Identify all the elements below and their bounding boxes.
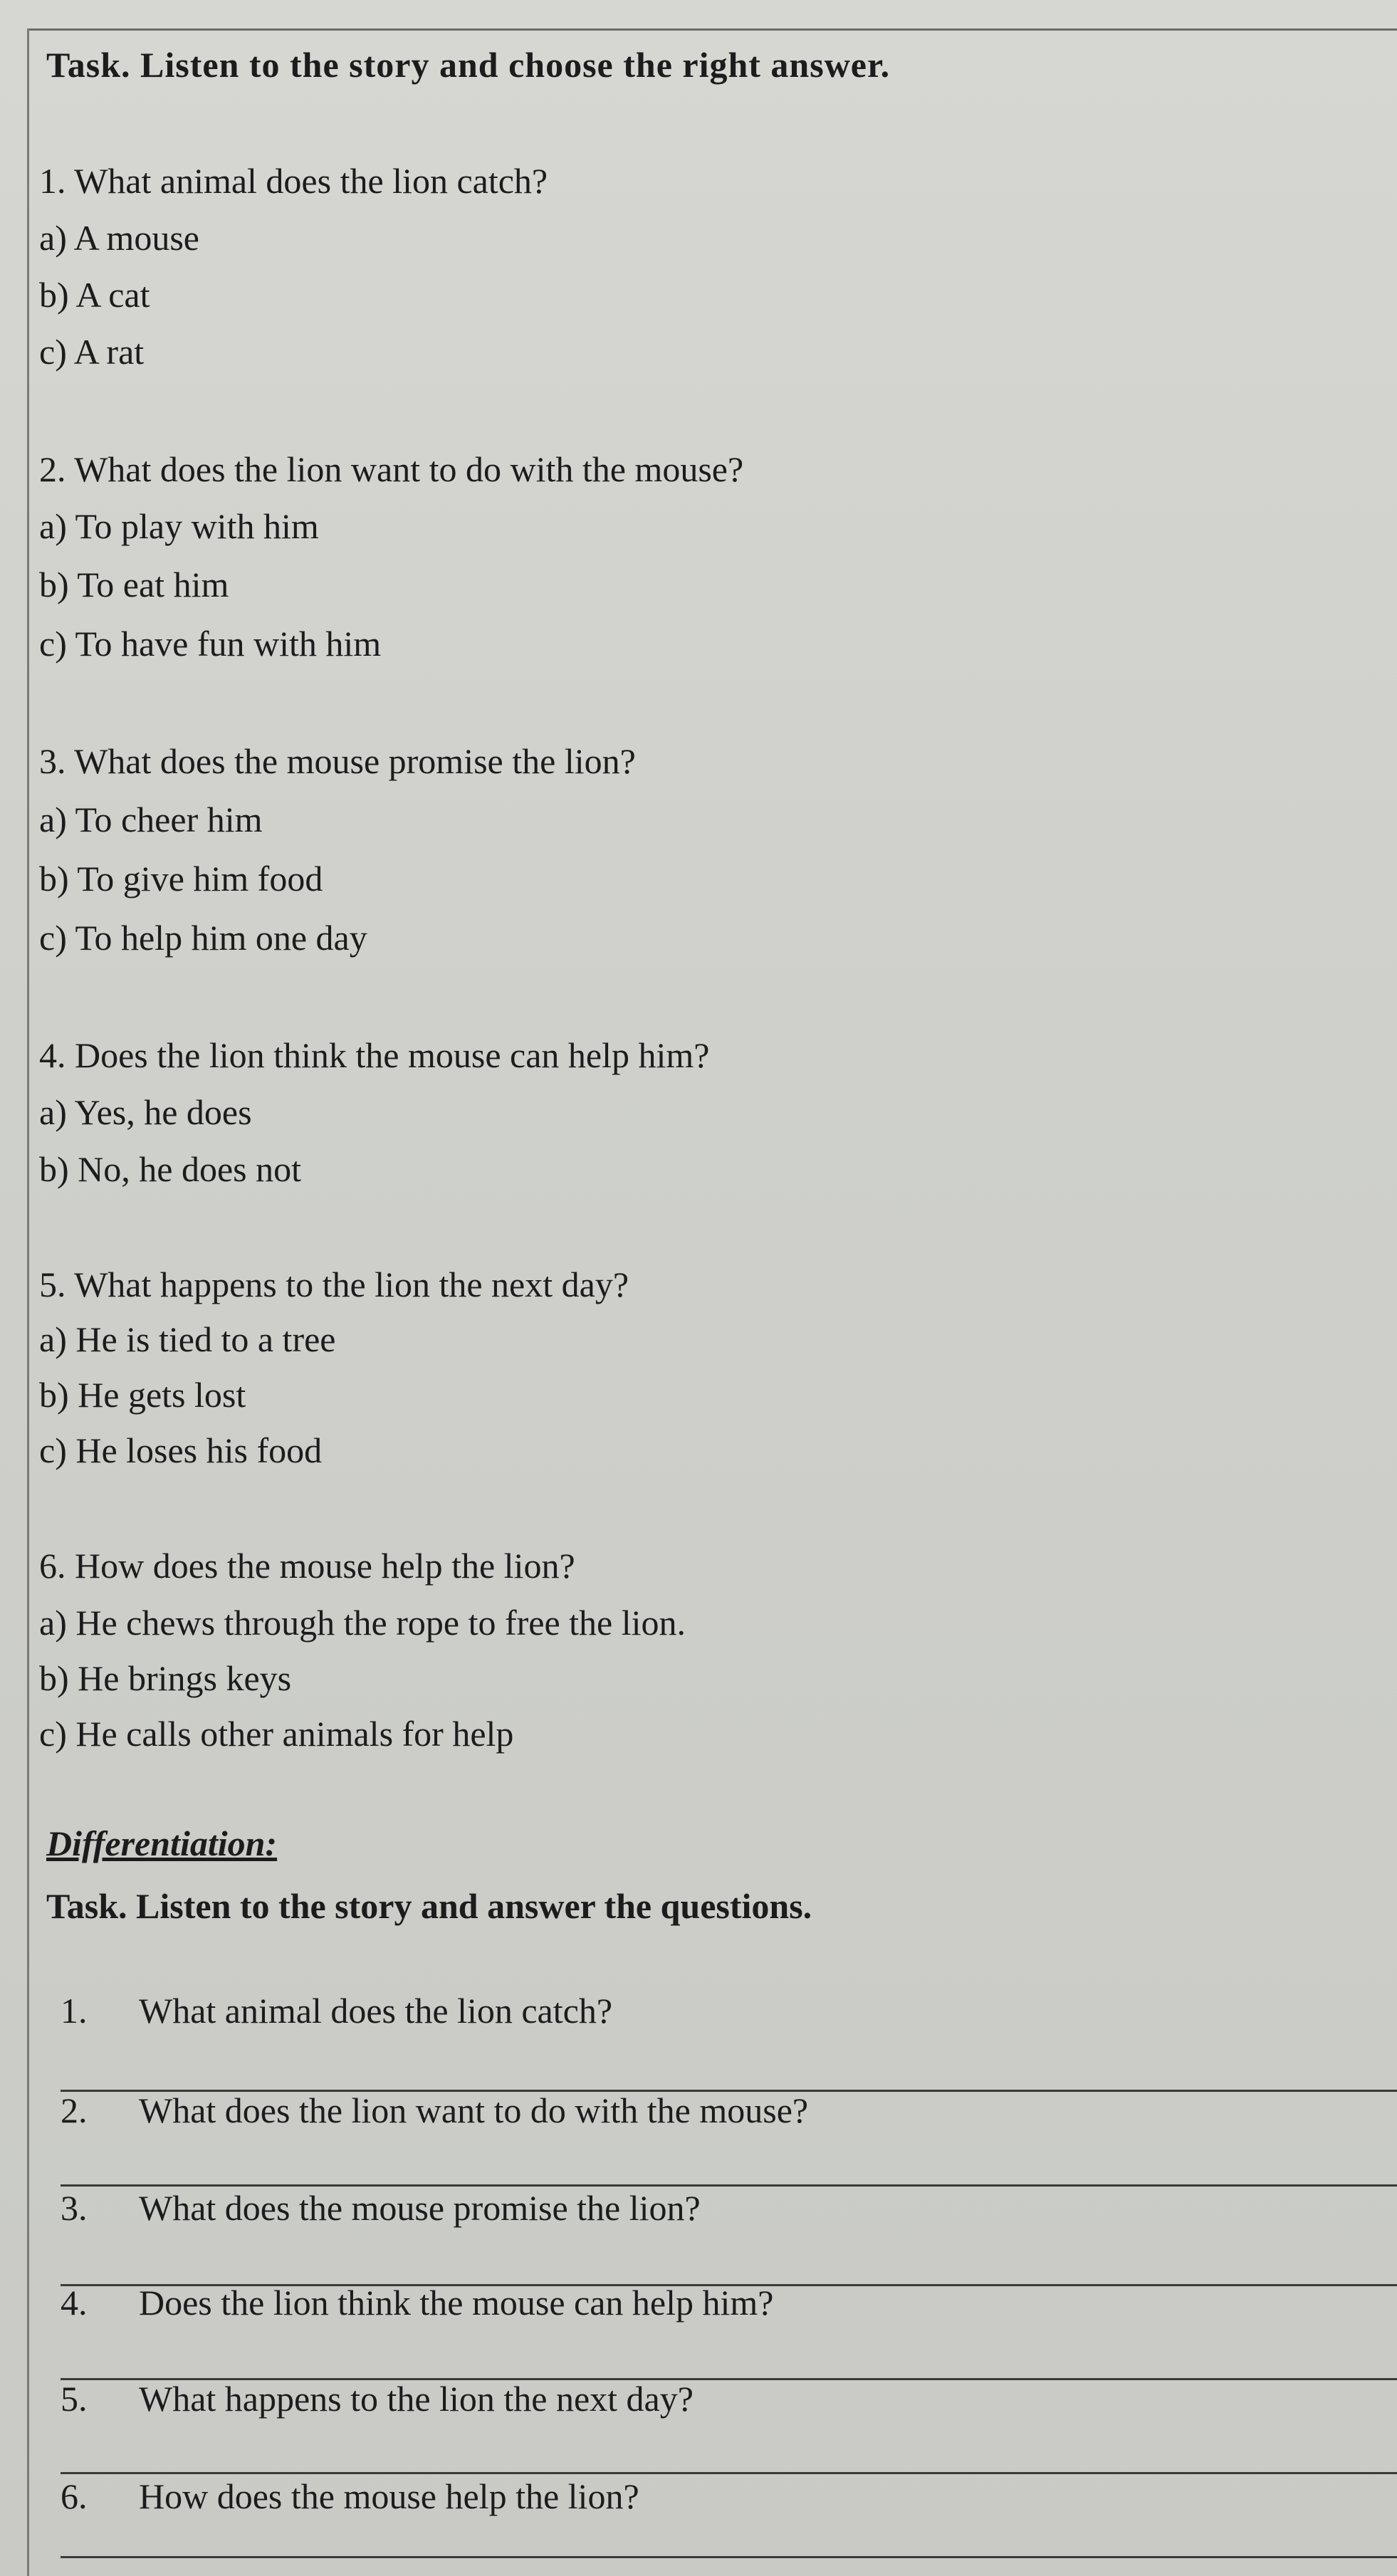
- question-6: 6. How does the mouse help the lion?: [39, 1546, 575, 1586]
- question-2-option-c: c) To have fun with him: [39, 624, 382, 664]
- question-1-option-c: c) A rat: [39, 332, 145, 372]
- question-2-option-b: b) To eat him: [39, 565, 229, 604]
- open-question-2-text: What does the lion want to do with the mouse?: [139, 2090, 809, 2130]
- open-question-5-text: What happens to the lion the next day?: [139, 2379, 694, 2419]
- open-question-4-number: 4.: [61, 2283, 88, 2323]
- question-3-option-c: c) To help him one day: [39, 918, 367, 958]
- question-5-option-a: a) He is tied to a tree: [39, 1319, 336, 1359]
- open-question-6: [61, 2476, 639, 2517]
- answer-line-5[interactable]: [61, 2472, 1397, 2474]
- question-5-option-b: b) He gets lost: [39, 1375, 246, 1415]
- task-title: Task. Listen to the story and choose the right answer.: [46, 45, 891, 85]
- answer-line-2[interactable]: [61, 2184, 1397, 2187]
- answer-line-6[interactable]: [61, 2556, 1397, 2558]
- question-4: 4. Does the lion think the mouse can help him?: [39, 1035, 710, 1075]
- question-1-option-b: b) A cat: [39, 275, 150, 315]
- open-question-2: [61, 2090, 808, 2131]
- question-4-option-a: a) Yes, he does: [39, 1092, 252, 1132]
- open-question-4-text: Does the lion think the mouse can help him?: [139, 2283, 774, 2323]
- open-question-1-number: 1.: [61, 1991, 88, 2031]
- question-6-option-b: b) He brings keys: [39, 1658, 292, 1698]
- task-2-title: Task. Listen to the story and answer the questions.: [46, 1886, 812, 1926]
- differentiation-heading: Differentiation:: [46, 1823, 278, 1863]
- open-question-1-text: What animal does the lion catch?: [139, 1991, 613, 2031]
- question-6-option-c: c) He calls other animals for help: [39, 1714, 514, 1754]
- question-3-option-a: a) To cheer him: [39, 800, 263, 839]
- question-6-option-a: a) He chews through the rope to free the lion.: [39, 1603, 686, 1643]
- open-question-6-number: 6.: [61, 2476, 88, 2516]
- question-4-option-b: b) No, he does not: [39, 1149, 301, 1189]
- question-3: 3. What does the mouse promise the lion?: [39, 741, 636, 781]
- open-question-4: [61, 2282, 773, 2323]
- open-question-3-number: 3.: [61, 2188, 88, 2228]
- question-2: 2. What does the lion want to do with the mouse?: [39, 449, 744, 489]
- question-5: 5. What happens to the lion the next day?: [39, 1265, 629, 1304]
- open-question-3-text: What does the mouse promise the lion?: [139, 2188, 701, 2228]
- open-question-6-text: How does the mouse help the lion?: [139, 2476, 639, 2516]
- question-5-option-c: c) He loses his food: [39, 1430, 323, 1470]
- question-1-option-a: a) A mouse: [39, 218, 199, 258]
- open-question-1: [61, 1990, 612, 2031]
- left-border-line: [27, 28, 29, 2576]
- open-question-2-number: 2.: [61, 2090, 88, 2130]
- open-question-5-number: 5.: [61, 2379, 88, 2419]
- open-question-3: [61, 2187, 701, 2229]
- top-border-line: [27, 28, 1397, 31]
- open-question-5: [61, 2378, 694, 2419]
- question-1: 1. What animal does the lion catch?: [39, 161, 548, 201]
- question-2-option-a: a) To play with him: [39, 506, 319, 546]
- question-3-option-b: b) To give him food: [39, 859, 323, 899]
